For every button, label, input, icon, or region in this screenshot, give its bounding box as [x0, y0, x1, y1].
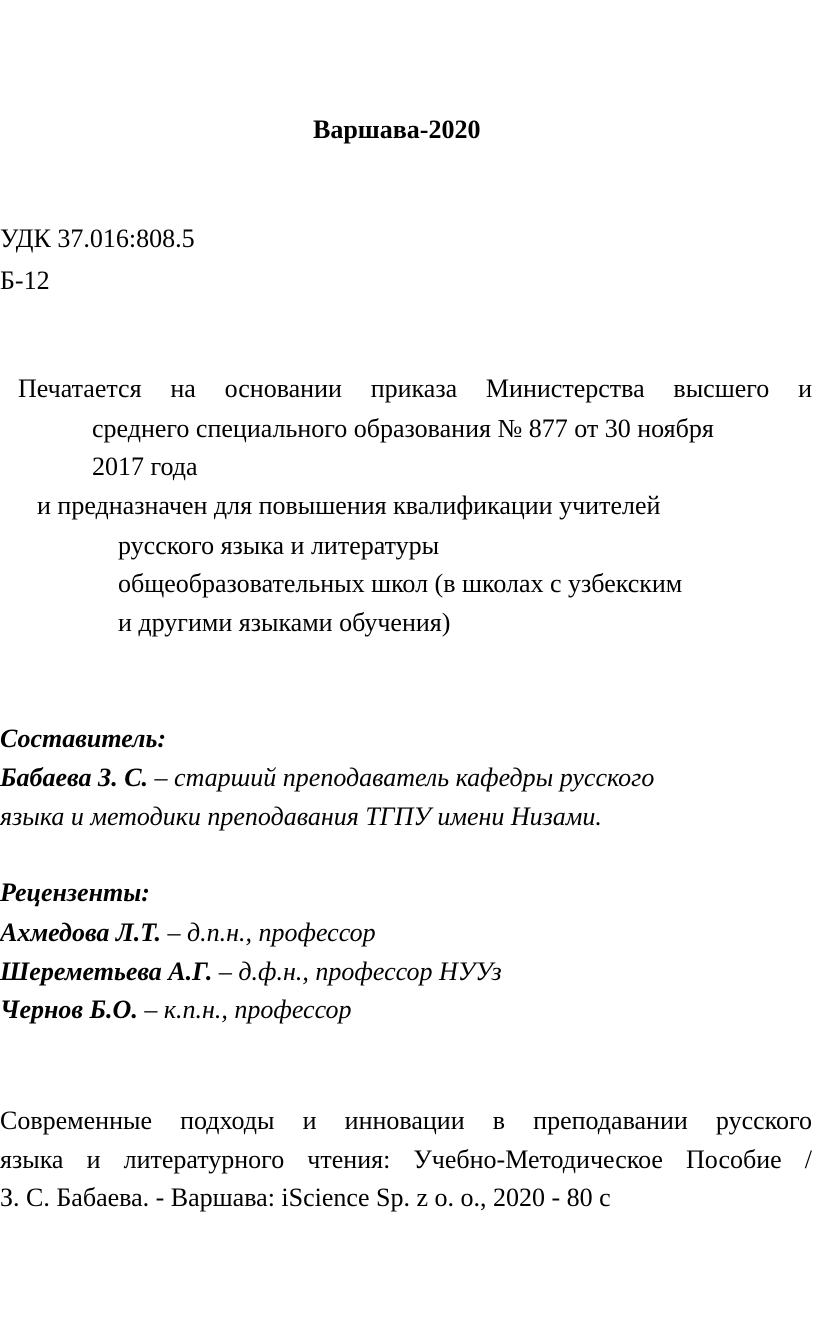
compiler-entry: [0, 763, 654, 793]
reviewer-2: [0, 957, 502, 987]
citation-line-3: З. С. Бабаева. - Варшава: iScience Sp. z o. o., 2020 - 80 с: [0, 1183, 611, 1212]
reviewer-description: – д.ф.н., профессор НУУз: [212, 957, 502, 986]
reviewers-heading: Рецензенты:: [0, 878, 150, 907]
approval-line-2: среднего специального образования № 877 от 30 ноября: [92, 414, 714, 443]
approval-line-4: и предназначен для повышения квалификации учителей: [37, 491, 661, 520]
approval-line-1: Печатается на основании приказа Министерства высшего и: [18, 374, 812, 403]
reviewer-name: Чернов Б.О.: [0, 995, 138, 1024]
reviewer-description: – к.п.н., профессор: [137, 995, 352, 1024]
compiler-heading: Составитель:: [0, 724, 167, 753]
approval-line-7: и другими языками обучения): [118, 608, 451, 637]
bbk-code: Б-12: [0, 266, 50, 295]
reviewer-1: [0, 918, 376, 948]
city-year-title: Варшава-2020: [313, 115, 481, 144]
udk-code: УДК 37.016:808.5: [0, 224, 195, 253]
reviewer-name: Ахмедова Л.Т.: [0, 918, 161, 947]
reviewer-name: Шереметьева А.Г.: [0, 957, 213, 986]
approval-line-6: общеобразовательных школ (в школах с узбекским: [118, 569, 683, 598]
approval-line-3: 2017 года: [92, 452, 198, 481]
citation-line-1: Современные подходы и инновации в преподавании русского: [0, 1106, 812, 1135]
compiler-name: Бабаева З. С.: [0, 763, 149, 792]
reviewer-description: – д.п.н., профессор: [160, 918, 376, 947]
compiler-description-cont: языка и методики преподавания ТГПУ имени Низами.: [0, 802, 602, 831]
citation-line-2: языка и литературного чтения: Учебно-Методическое Пособие /: [0, 1145, 812, 1174]
reviewer-3: [0, 995, 352, 1025]
compiler-description: – старший преподаватель кафедры русского: [148, 763, 655, 792]
approval-line-5: русского языка и литературы: [118, 531, 440, 560]
